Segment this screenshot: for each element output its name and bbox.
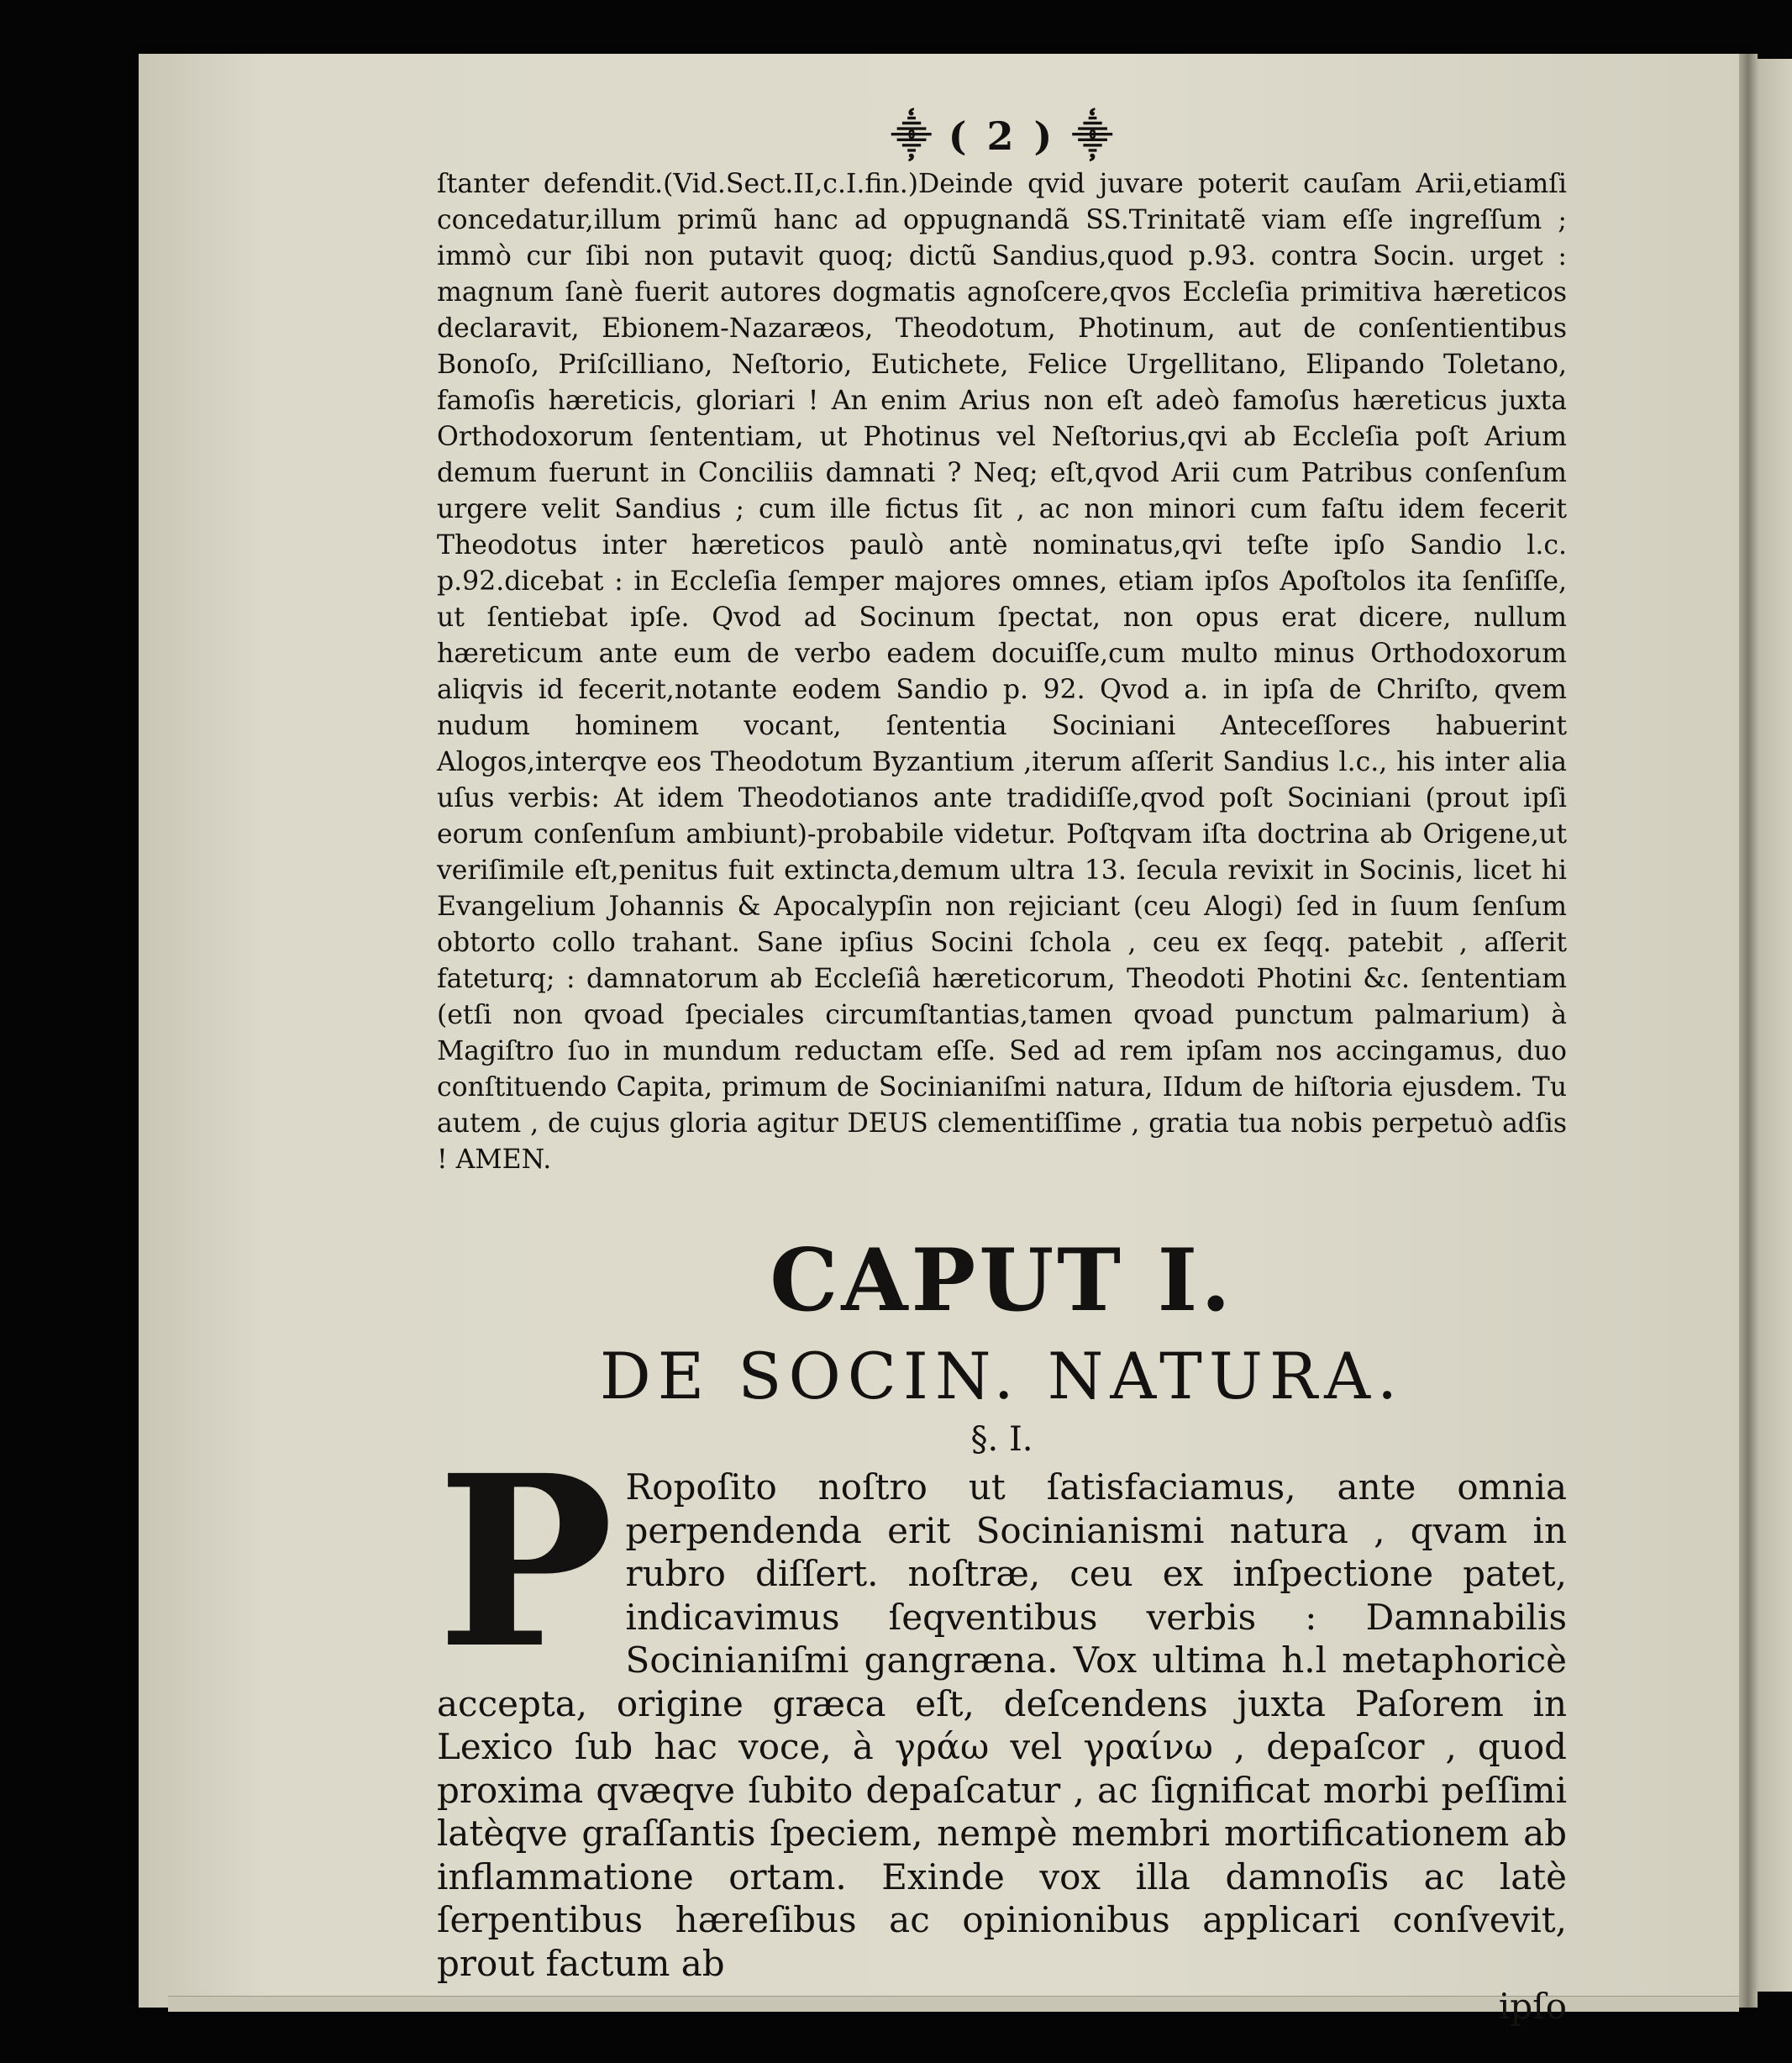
section-number: §. I. [970, 1420, 1033, 1459]
paragraph-2 [437, 1424, 1567, 1985]
catchword: ipſo [1498, 1986, 1567, 2027]
paragraph-2-text: Ropoſito noſtro ut ſatisfaciamus, ante omnia perpendenda erit Socinianismi natura , qvam in rubro diſſert. noſtræ, ceu ex inſpectione patet, indicavimus ſeqventibus verbis : Damnabilis Socinianiſmi gangræna. Vox ultima h.l metaphoricè accepta, origine græca eſt, deſcendens juxta Paſorem in Lexico ſub hac voce, à γράω vel γραίνω , depaſcor , quod proxima qvæqve ſubito depaſcatur , ac ſignificat morbi peſſimi latèqve graſſantis ſpeciem, nempè membri mortificationem ab inflammatione ortam. Exinde vox illa damnoſis ac latè ſerpentibus hæreſibus ac opinionibus applicari conſvevit, prout factum ab [437, 1466, 1567, 1984]
chapter-subtitle: DE SOCIN. NATURA. [599, 1339, 1405, 1413]
drop-cap: P [437, 1424, 614, 1701]
paragraph-continued [437, 166, 1567, 1178]
page-number: ( 2 ) [948, 113, 1056, 159]
book-gutter [1739, 54, 1758, 2008]
ornament-right-icon: ⸎ [1072, 113, 1113, 159]
facing-page-edge [1756, 59, 1792, 1992]
page-header [437, 111, 1567, 161]
page-content [437, 111, 1567, 2029]
ornament-left-icon: ⸎ [891, 113, 932, 159]
chapter-title: CAPUT I. [770, 1230, 1234, 1331]
paragraph-1-text: ſtanter defendit.(Vid.Sect.II,c.I.fin.)Deinde qvid juvare poterit cauſam Arii,etiamſi concedatur,illum primũ hanc ad oppugnandã SS.Trinitatẽ viam eſſe ingreſſum ; immò cur ſibi non putavit quoq; dictũ Sandius,quod p.93. contra Socin. urget : magnum ſanè fuerit autores dogmatis agnoſcere,qvos Eccleſia primitiva hæreticos declaravit, Ebionem-Nazaræos, Theodotum, Photinum, aut de conſentientibus Bonoſo, Priſcilliano, Neſtorio, Eutichete, Felice Urgellitano, Elipando Toletano, famoſis hæreticis, gloriari ! An enim Arius non eſt adeò famoſus hæreticus juxta Orthodoxorum ſententiam, ut Photinus vel Neſtorius,qvi ab Eccleſia poſt Arium demum fuerunt in Conciliis damnati ? Neq; eſt,qvod Arii cum Patribus conſenſum urgere velit Sandius ; cum ille fictus ſit , ac non minori cum faſtu idem fecerit Theodotus inter hæreticos paulò antè nominatus,qvi teſte ipſo Sandio l.c. p.92.dicebat : in Eccleſia ſemper majores omnes, etiam ipſos Apoſtolos ita ſenſiſſe, ut ſentiebat ipſe. Qvod ad Socinum ſpectat, non opus erat dicere, nullum hæreticum ante eum de verbo eadem docuiſſe,cum multo minus Orthodoxorum aliqvis id fecerit,notante eodem Sandio p. 92. Qvod a. in ipſa de Chriſto, qvem nudum hominem vocant, ſententia Sociniani Anteceſſores habuerint Alogos,interqve eos Theodotum Byzantium ,iterum aſſerit Sandius l.c., his inter alia uſus verbis: At idem Theodotianos ante tradidiſſe,qvod poſt Sociniani (prout ipſi eorum conſenſum ambiunt)-probabile videtur. Poſtqvam iſta doctrina ab Origene,ut veriſimile eſt,penitus fuit extincta,demum ultra 13. ſecula revixit in Socinis, licet hi Evangelium Johannis & Apocalypſin non rejiciant (ceu Alogi) ſed in ſuum ſenſum obtorto collo trahant. Sane ipſius Socini ſchola , ceu ex ſeqq. patebit , aſſerit fateturq; : damnatorum ab Eccleſiâ hæreticorum, Theodoti Photini &c. ſententiam (etſi non qvoad ſpeciales circumſtantias,tamen qvoad punctum palmarium) à Magiſtro ſuo in mundum reductam eſſe. Sed ad rem ipſam nos accingamus, duo conſtituendo Capita, primum de Socinianiſmi natura, IIdum de hiſtoria ejusdem. Tu autem , de cujus gloria agitur DEUS clementiſſime , gratia tua nobis perpetuò adſis ! AMEN. [437, 169, 1567, 1175]
